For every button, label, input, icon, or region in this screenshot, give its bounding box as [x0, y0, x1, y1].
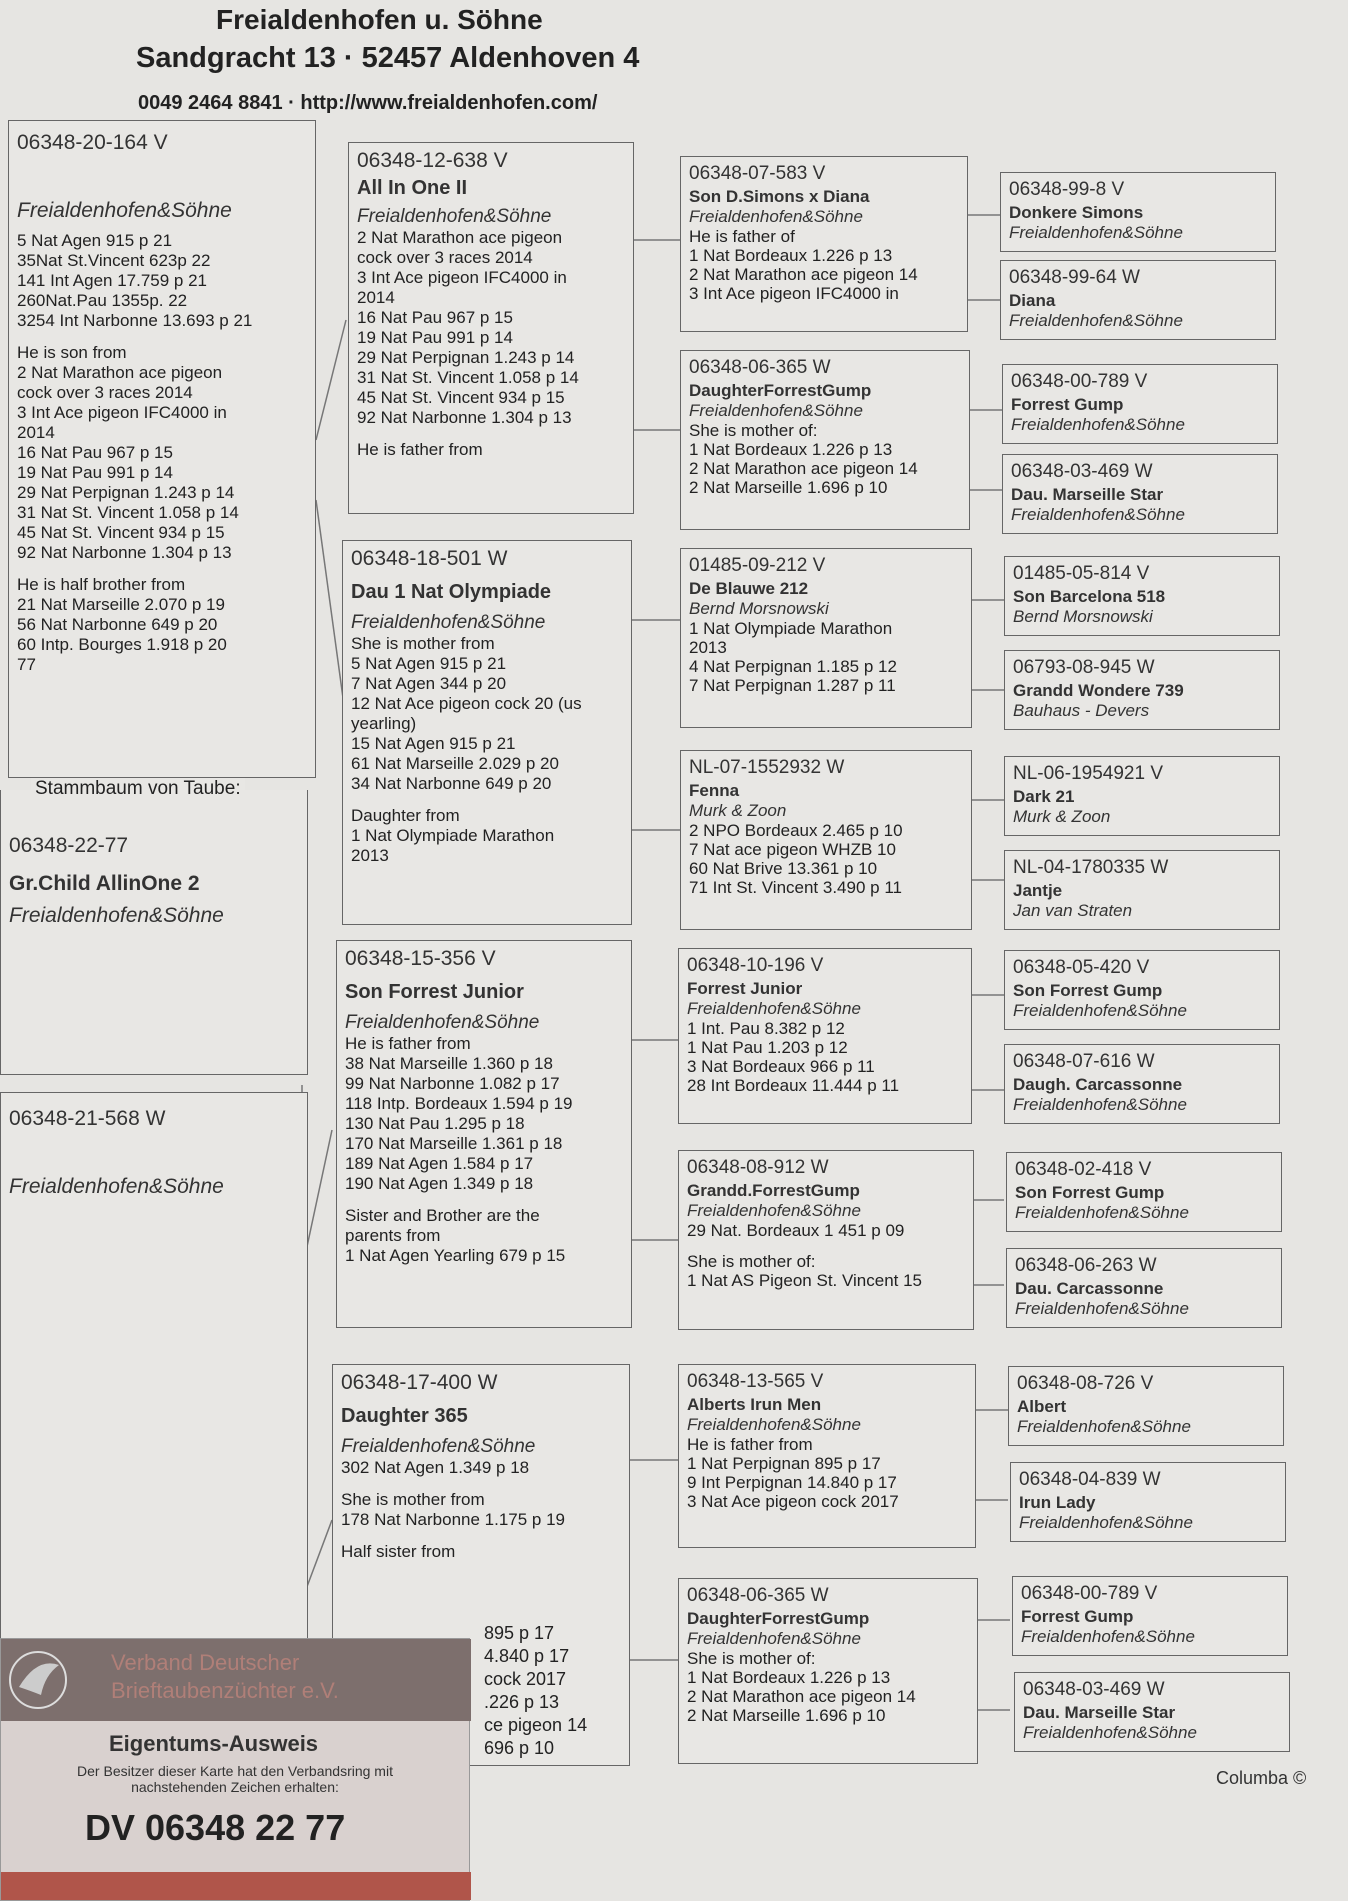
grandparent-box: [678, 948, 972, 1124]
sire-dam-box: [342, 540, 632, 925]
bird-breeder: Murk & Zoon: [1013, 807, 1111, 826]
result-line: 1 Nat Olympiade Marathon: [351, 826, 555, 845]
result-line: 5 Nat Agen 915 p 21: [17, 231, 173, 250]
overlap-line: ce pigeon 14: [484, 1715, 588, 1735]
result-line: 34 Nat Narbonne 649 p 20: [351, 774, 552, 793]
bird-breeder: Freialdenhofen&Söhne: [1021, 1627, 1195, 1646]
bird-name: Son Barcelona 518: [1013, 587, 1166, 606]
result-line: 99 Nat Narbonne 1.082 p 17: [345, 1074, 560, 1093]
result-line: 3254 Int Narbonne 13.693 p 21: [17, 311, 253, 330]
result-line: 2 Nat Marseille 1.696 p 10: [687, 1706, 886, 1725]
result-line: He is son from: [17, 343, 127, 362]
result-line: He is father from: [357, 440, 483, 459]
overlap-line: cock 2017: [484, 1669, 567, 1689]
result-line: Sister and Brother are the: [345, 1206, 540, 1225]
bird-breeder: Freialdenhofen&Söhne: [1019, 1513, 1193, 1532]
company-name: Freialdenhofen u. Söhne: [216, 4, 543, 35]
subject-ring: 06348-20-164 V: [17, 131, 168, 154]
card-ring-code: DV 06348 22 77: [85, 1807, 346, 1848]
sire-dam-box: [348, 142, 634, 514]
grandparent-box: [680, 156, 968, 332]
result-line: [345, 1194, 623, 1206]
overlap-line: 696 p 10: [484, 1738, 555, 1758]
bird-breeder: Freialdenhofen&Söhne: [351, 612, 546, 633]
overlap-line: 895 p 17: [484, 1623, 555, 1643]
bird-name: Grandd Wondere 739: [1013, 681, 1184, 700]
result-line: 92 Nat Narbonne 1.304 p 13: [357, 408, 572, 427]
result-line: [17, 331, 307, 343]
bird-name: All In One II: [357, 177, 468, 199]
result-line: 77: [17, 655, 36, 674]
grandparent-box: [678, 1578, 978, 1764]
bird-breeder: Murk & Zoon: [689, 801, 787, 820]
card-strip: [1, 1872, 471, 1900]
result-line: He is father from: [345, 1034, 471, 1053]
result-line: [341, 1478, 621, 1490]
bird-name: Diana: [1009, 291, 1056, 310]
bird-ring: 06348-12-638 V: [357, 149, 508, 172]
company-contact: 0049 2464 8841 · http://www.freialdenhofen.com/: [138, 92, 598, 114]
bird-ring: 06348-06-365 W: [687, 1585, 829, 1606]
card-owner-title: Eigentums-Ausweis: [109, 1731, 319, 1756]
result-line: 7 Nat Perpignan 1.287 p 11: [689, 676, 896, 695]
result-line: 19 Nat Pau 991 p 14: [17, 463, 173, 482]
result-line: 2013: [351, 846, 389, 865]
bird-name: DaughterForrestGump: [689, 381, 872, 400]
result-line: 3 Int Ace pigeon IFC4000 in: [357, 268, 567, 287]
result-line: 1 Nat Olympiade Marathon: [689, 619, 893, 638]
bird-name: Dau 1 Nat Olympiade: [351, 581, 552, 603]
result-line: 31 Nat St. Vincent 1.058 p 14: [357, 368, 579, 387]
great-grandparent-box: [1000, 260, 1276, 340]
bird-breeder: Freialdenhofen&Söhne: [689, 207, 863, 226]
bird-name: De Blauwe 212: [689, 579, 809, 598]
result-line: 189 Nat Agen 1.584 p 17: [345, 1154, 534, 1173]
result-line: 7 Nat ace pigeon WHZB 10: [689, 840, 896, 859]
overlap-results: [484, 1622, 587, 1760]
result-line: 178 Nat Narbonne 1.175 p 19: [341, 1510, 566, 1529]
bird-name: Alberts Irun Men: [687, 1395, 822, 1414]
result-line: 7 Nat Agen 344 p 20: [351, 674, 507, 693]
bird-ring: 06348-99-8 V: [1009, 179, 1125, 200]
great-grandparent-box: [1000, 172, 1276, 252]
result-line: She is mother of:: [689, 421, 818, 440]
result-line: 60 Intp. Bourges 1.918 p 20: [17, 635, 227, 654]
result-line: She is mother from: [341, 1490, 485, 1509]
result-line: 141 Int Agen 17.759 p 21: [17, 271, 208, 290]
company-address: Sandgracht 13 · 52457 Aldenhoven 4: [136, 42, 640, 74]
result-line: 2 Nat Marathon ace pigeon 14: [689, 459, 918, 478]
bird-breeder: Freialdenhofen&Söhne: [345, 1012, 540, 1033]
result-line: 190 Nat Agen 1.349 p 18: [345, 1174, 534, 1193]
result-line: 29 Nat Perpignan 1.243 p 14: [17, 483, 235, 502]
bird-breeder: Freialdenhofen&Söhne: [1015, 1299, 1189, 1318]
great-grandparent-box: [1006, 1152, 1282, 1232]
bird-ring: 01485-09-212 V: [689, 555, 826, 576]
card-description: Der Besitzer dieser Karte hat den Verbandsring mit nachstehenden Zeichen erhalten:: [77, 1763, 393, 1795]
bird-breeder: Freialdenhofen&Söhne: [1013, 1095, 1187, 1114]
result-line: 56 Nat Narbonne 649 p 20: [17, 615, 218, 634]
bird-ring: NL-07-1552932 W: [689, 757, 845, 778]
result-line: 130 Nat Pau 1.295 p 18: [345, 1114, 525, 1133]
bird-name: Albert: [1017, 1397, 1067, 1416]
result-line: [357, 428, 625, 440]
grandparent-box: [680, 750, 972, 930]
great-grandparent-box: [1002, 364, 1278, 444]
bird-breeder: Freialdenhofen&Söhne: [689, 401, 863, 420]
pedigree-box: [0, 778, 308, 1075]
bird-breeder: Freialdenhofen&Söhne: [687, 1629, 861, 1648]
bird-name: Dau. Marseille Star: [1011, 485, 1164, 504]
great-grandparent-box: [1004, 1044, 1280, 1124]
dam-box: [0, 1092, 308, 1642]
grandparent-box: [680, 548, 972, 728]
dam-breeder: Freialdenhofen&Söhne: [9, 1175, 224, 1198]
bird-ring: 06348-03-469 W: [1011, 461, 1153, 482]
result-line: 302 Nat Agen 1.349 p 18: [341, 1458, 530, 1477]
result-line: parents from: [345, 1226, 441, 1245]
card-title: Verband Deutscher Brieftaubenzüchter e.V.: [111, 1650, 339, 1703]
result-line: 12 Nat Ace pigeon cock 20 (us: [351, 694, 582, 713]
pedigree-breeder: Freialdenhofen&Söhne: [9, 904, 224, 927]
bird-breeder: Freialdenhofen&Söhne: [1009, 311, 1183, 330]
bird-name: Fenna: [689, 781, 740, 800]
result-line: Daughter from: [351, 806, 460, 825]
bird-name: Daugh. Carcassonne: [1013, 1075, 1183, 1094]
bird-name: Son Forrest Junior: [345, 981, 524, 1003]
result-line: 92 Nat Narbonne 1.304 p 13: [17, 543, 232, 562]
bird-breeder: Freialdenhofen&Söhne: [1017, 1417, 1191, 1436]
result-line: 60 Nat Brive 13.361 p 10: [689, 859, 878, 878]
great-grandparent-box: [1004, 850, 1280, 930]
great-grandparent-box: [1014, 1672, 1290, 1752]
great-grandparent-box: [1012, 1576, 1288, 1656]
bird-name: Dark 21: [1013, 787, 1075, 806]
bird-ring: NL-06-1954921 V: [1013, 763, 1163, 784]
bird-breeder: Freialdenhofen&Söhne: [357, 206, 552, 227]
bird-name: Donkere Simons: [1009, 203, 1144, 222]
great-grandparent-box: [1004, 650, 1280, 730]
bird-ring: 06348-13-565 V: [687, 1371, 824, 1392]
bird-breeder: Freialdenhofen&Söhne: [687, 999, 861, 1018]
bird-name: Son Forrest Gump: [1013, 981, 1163, 1000]
bird-ring: 06348-15-356 V: [345, 947, 496, 970]
bird-ring: 01485-05-814 V: [1013, 563, 1150, 584]
bird-ring: 06348-08-912 W: [687, 1157, 829, 1178]
result-line: [341, 1530, 621, 1542]
result-line: 15 Nat Agen 915 p 21: [351, 734, 516, 753]
bird-breeder: Jan van Straten: [1013, 901, 1133, 920]
result-line: 1 Nat Pau 1.203 p 12: [687, 1038, 848, 1057]
dam-ring: 06348-21-568 W: [9, 1107, 166, 1130]
result-line: 1 Nat Bordeaux 1.226 p 13: [687, 1668, 891, 1687]
bird-breeder: Freialdenhofen&Söhne: [687, 1201, 861, 1220]
bird-name: Forrest Junior: [687, 979, 803, 998]
bird-breeder: Freialdenhofen&Söhne: [1015, 1203, 1189, 1222]
great-grandparent-box: [1008, 1366, 1284, 1446]
result-line: She is mother of:: [687, 1649, 816, 1668]
result-line: 45 Nat St. Vincent 934 p 15: [17, 523, 225, 542]
bird-ring: 06348-05-420 V: [1013, 957, 1150, 978]
overlap-line: 4.840 p 17: [484, 1646, 570, 1666]
result-line: 31 Nat St. Vincent 1.058 p 14: [17, 503, 239, 522]
result-line: 3 Int Ace pigeon IFC4000 in: [689, 284, 899, 303]
result-line: She is mother from: [351, 634, 495, 653]
great-grandparent-box: [1004, 556, 1280, 636]
result-line: 2 NPO Bordeaux 2.465 p 10: [689, 821, 903, 840]
result-line: 118 Intp. Bordeaux 1.594 p 19: [345, 1094, 573, 1113]
result-line: 4 Nat Perpignan 1.185 p 12: [689, 657, 897, 676]
pigeon-logo-icon: [7, 1647, 69, 1713]
result-line: 3 Nat Ace pigeon cock 2017: [687, 1492, 899, 1511]
bird-ring: 06348-99-64 W: [1009, 267, 1140, 288]
result-line: [687, 1240, 965, 1252]
bird-name: Grandd.ForrestGump: [687, 1181, 860, 1200]
card-banner: [1, 1639, 471, 1721]
great-grandparent-box: [1004, 756, 1280, 836]
bird-breeder: Freialdenhofen&Söhne: [1009, 223, 1183, 242]
great-grandparent-box: [1010, 1462, 1286, 1542]
result-line: 1 Nat Perpignan 895 p 17: [687, 1454, 881, 1473]
subject-box: [8, 120, 316, 778]
result-line: He is father of: [689, 227, 795, 246]
bird-name: Forrest Gump: [1021, 1607, 1134, 1626]
result-line: 29 Nat Perpignan 1.243 p 14: [357, 348, 575, 367]
result-line: He is half brother from: [17, 575, 186, 594]
result-line: 260Nat.Pau 1355p. 22: [17, 291, 188, 310]
result-line: cock over 3 races 2014: [357, 248, 533, 267]
result-line: 29 Nat. Bordeaux 1 451 p 09: [687, 1221, 905, 1240]
result-line: He is father from: [687, 1435, 813, 1454]
bird-ring: NL-04-1780335 W: [1013, 857, 1169, 878]
result-line: 38 Nat Marseille 1.360 p 18: [345, 1054, 553, 1073]
bird-ring: 06348-04-839 W: [1019, 1469, 1161, 1490]
grandparent-box: [678, 1364, 976, 1548]
bird-ring: 06348-06-365 W: [689, 357, 831, 378]
bird-ring: 06348-18-501 W: [351, 547, 508, 570]
bird-breeder: Bernd Morsnowski: [689, 599, 829, 618]
result-line: 2 Nat Marseille 1.696 p 10: [689, 478, 888, 497]
bird-ring: 06348-10-196 V: [687, 955, 824, 976]
result-line: 2 Nat Marathon ace pigeon 14: [687, 1687, 916, 1706]
bird-breeder: Freialdenhofen&Söhne: [687, 1415, 861, 1434]
result-line: 16 Nat Pau 967 p 15: [17, 443, 173, 462]
result-line: [17, 563, 307, 575]
grandparent-box: [678, 1150, 974, 1330]
result-line: 170 Nat Marseille 1.361 p 18: [345, 1134, 563, 1153]
bird-name: Jantje: [1013, 881, 1063, 900]
result-line: 9 Int Perpignan 14.840 p 17: [687, 1473, 897, 1492]
bird-name: Dau. Carcassonne: [1015, 1279, 1164, 1298]
result-line: 19 Nat Pau 991 p 14: [357, 328, 513, 347]
subject-breeder: Freialdenhofen&Söhne: [17, 199, 232, 222]
result-line: 21 Nat Marseille 2.070 p 19: [17, 595, 225, 614]
bird-breeder: Freialdenhofen&Söhne: [1023, 1723, 1197, 1742]
bird-name: Son Forrest Gump: [1015, 1183, 1165, 1202]
pedigree-ring: 06348-22-77: [9, 834, 129, 857]
great-grandparent-box: [1002, 454, 1278, 534]
bird-breeder: Freialdenhofen&Söhne: [1011, 505, 1185, 524]
result-line: 2014: [17, 423, 55, 442]
result-line: 5 Nat Agen 915 p 21: [351, 654, 507, 673]
result-line: [351, 794, 623, 806]
result-line: cock over 3 races 2014: [17, 383, 193, 402]
result-line: 2 Nat Marathon ace pigeon 14: [689, 265, 918, 284]
result-line: 1 Nat Agen Yearling 679 p 15: [345, 1246, 566, 1265]
sire-dam-box: [336, 940, 632, 1328]
pedigree-label: Stammbaum von Taube:: [31, 778, 245, 800]
result-line: 2 Nat Marathon ace pigeon: [17, 363, 223, 382]
result-line: 3 Int Ace pigeon IFC4000 in: [17, 403, 227, 422]
bird-name: Irun Lady: [1019, 1493, 1096, 1512]
result-line: 1 Nat Bordeaux 1.226 p 13: [689, 440, 893, 459]
result-line: 2013: [689, 638, 727, 657]
result-line: 45 Nat St. Vincent 934 p 15: [357, 388, 565, 407]
overlap-line: .226 p 13: [484, 1692, 560, 1712]
bird-ring: 06348-02-418 V: [1015, 1159, 1152, 1180]
bird-breeder: Freialdenhofen&Söhne: [1011, 415, 1185, 434]
result-line: Half sister from: [341, 1542, 456, 1561]
ownership-card: [0, 1638, 470, 1901]
great-grandparent-box: [1006, 1248, 1282, 1328]
pedigree-name: Gr.Child AllinOne 2: [9, 872, 200, 895]
result-line: 1 Int. Pau 8.382 p 12: [687, 1019, 845, 1038]
bird-ring: 06348-17-400 W: [341, 1371, 498, 1394]
result-line: 35Nat St.Vincent 623p 22: [17, 251, 211, 270]
bird-breeder: Freialdenhofen&Söhne: [341, 1436, 536, 1457]
result-line: She is mother of:: [687, 1252, 816, 1271]
bird-name: Dau. Marseille Star: [1023, 1703, 1176, 1722]
subject-results: [17, 231, 307, 675]
grandparent-box: [680, 350, 970, 530]
columba-brand: Columba ©: [1216, 1768, 1307, 1788]
result-line: 1 Nat Bordeaux 1.226 p 13: [689, 246, 893, 265]
result-line: 3 Nat Bordeaux 966 p 11: [687, 1057, 875, 1076]
bird-ring: 06348-08-726 V: [1017, 1373, 1154, 1394]
bird-name: Son D.Simons x Diana: [689, 187, 870, 206]
bird-ring: 06793-08-945 W: [1013, 657, 1155, 678]
result-line: 28 Int Bordeaux 11.444 p 11: [687, 1076, 900, 1095]
bird-name: DaughterForrestGump: [687, 1609, 870, 1628]
bird-breeder: Bauhaus - Devers: [1013, 701, 1150, 720]
bird-breeder: Freialdenhofen&Söhne: [1013, 1001, 1187, 1020]
bird-breeder: Bernd Morsnowski: [1013, 607, 1153, 626]
bird-name: Daughter 365: [341, 1405, 468, 1427]
bird-ring: 06348-07-616 W: [1013, 1051, 1155, 1072]
bird-name: Forrest Gump: [1011, 395, 1124, 414]
bird-ring: 06348-06-263 W: [1015, 1255, 1157, 1276]
result-line: 71 Int St. Vincent 3.490 p 11: [689, 878, 902, 897]
great-grandparent-box: [1004, 950, 1280, 1030]
bird-ring: 06348-07-583 V: [689, 163, 826, 184]
result-line: 2014: [357, 288, 395, 307]
result-line: 61 Nat Marseille 2.029 p 20: [351, 754, 559, 773]
result-line: 16 Nat Pau 967 p 15: [357, 308, 513, 327]
result-line: yearling): [351, 714, 417, 733]
bird-ring: 06348-00-789 V: [1011, 371, 1148, 392]
result-line: 2 Nat Marathon ace pigeon: [357, 228, 563, 247]
bird-ring: 06348-03-469 W: [1023, 1679, 1165, 1700]
bird-ring: 06348-00-789 V: [1021, 1583, 1158, 1604]
result-line: 1 Nat AS Pigeon St. Vincent 15: [687, 1271, 923, 1290]
